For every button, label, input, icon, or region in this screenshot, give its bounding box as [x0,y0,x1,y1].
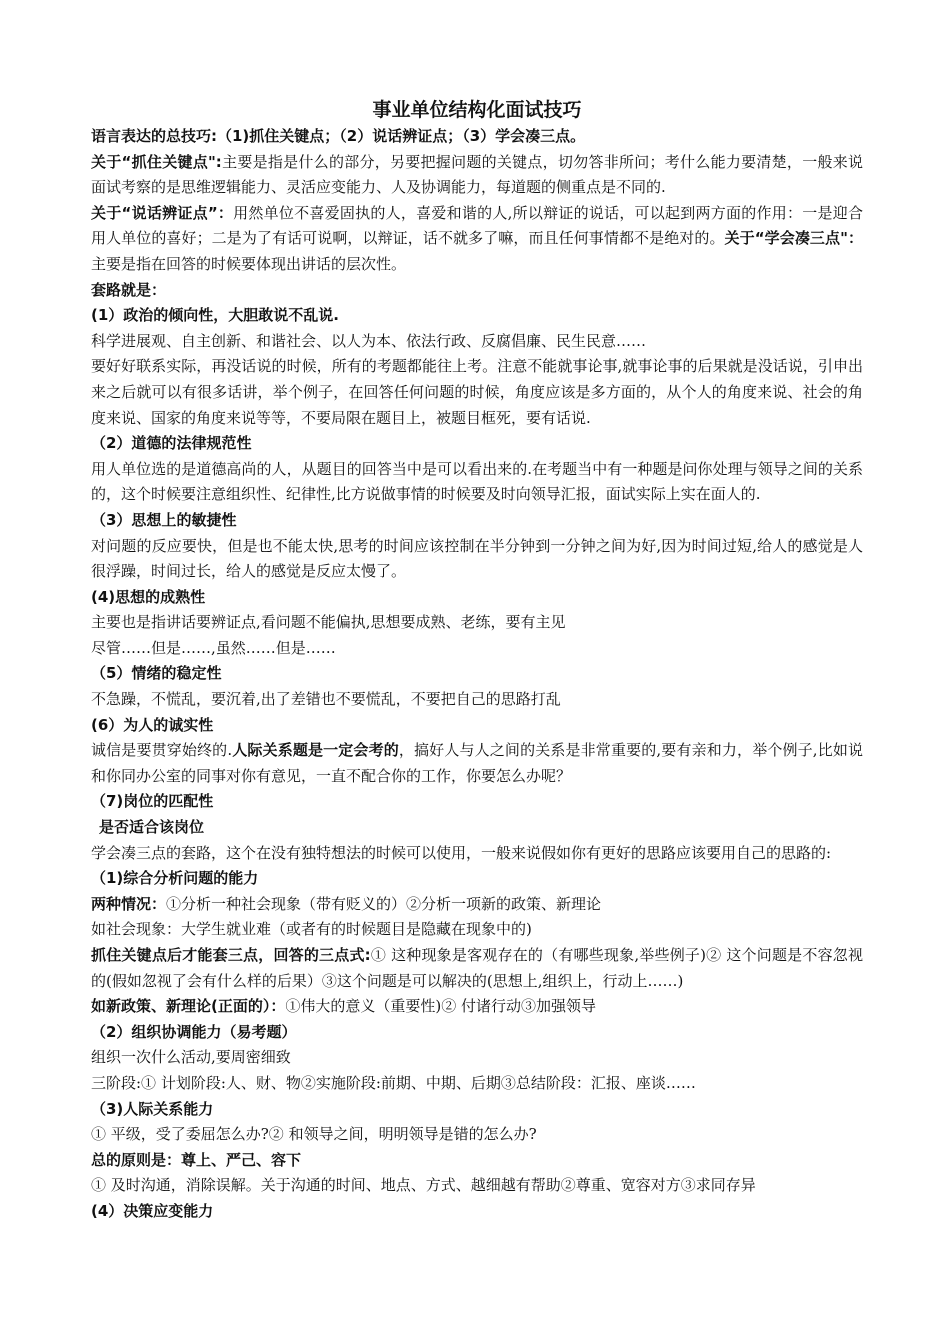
summary-line: 语言表达的总技巧:（1)抓住关键点；（2）说话辨证点；（3）学会凑三点。 [91,127,586,145]
label-two-cases: 两种情况： [91,894,167,913]
text-political: 要好好联系实际，再没话说的时候，所有的考题都能往上考。注意不能就事论事,就事论事的后果就是没话说，引申出来之后就可以有很多话讲，举个例子，在回答任何问题的时候，角度应该是多方面的，从个人的角度来说、社会的角度来说、国家的角度来说等等，不要局限在题目上，被题目框死，要有话说. [91,357,863,427]
heading-stability: （5）情绪的稳定性 [91,664,222,683]
label-new-policy: 如新政策、新理论(正面的）： [91,997,286,1016]
text-new-policy-detail: ①伟大的意义（重要性)② 付诸行动③加强领导 [285,997,596,1016]
text-maturity-pattern: 尽管……但是……,虽然……但是…… [91,638,336,657]
text-agility: 对问题的反应要快，但是也不能太快,思考的时间应该控制在半分钟到一分钟之间为好,因为时间过短,给人的感觉是人很浮躁，时间过长，给人的感觉是反应太慢了。 [91,536,863,581]
heading-relations: （3)人际关系能力 [91,1099,214,1118]
text-three-points: 主要是指在回答的时候要体现出讲话的层次性。 [91,254,407,273]
text-three-stages: 三阶段:① 计划阶段:人、财、物②实施阶段:前期、中期、后期③总结阶段：汇报、座谈…… [91,1073,696,1092]
heading-maturity: (4)思想的成熟性 [91,587,206,606]
routine-heading: 套路就是： [91,280,167,299]
text-relations-principle: 总的原则是：尊上、严己、容下 [91,1150,302,1169]
text-new-policy [91,994,863,1020]
text-key-points: 主要是指是什么的部分，另要把握问题的关键点，切勿答非所问；考什么能力要清楚，一般来说面试考察的是思维逻辑能力、灵活应变能力、人及协调能力，每道题的侧重点是不同的. [91,152,863,197]
text-stability: 不急躁，不慌乱，要沉着,出了差错也不要慌乱，不要把自己的思路打乱 [91,690,561,709]
text-coordination: 组织一次什么活动,要周密细致 [91,1048,291,1067]
text-maturity: 主要也是指讲话要辨证点,看问题不能偏执,思想要成熟、老练，要有主见 [91,613,566,632]
heading-agility: （3）思想上的敏捷性 [91,510,237,529]
text-three-point-detail: ① 这种现象是客观存在的（有哪些现象,举些例子)② 这个问题是不容忽视的(假如忽视了会有什么样的后果）③这个问题是可以解决的(思想上,组织上，行动上……) [91,946,863,990]
heading-coordination: （2）组织协调能力（易考题） [91,1022,297,1041]
text-dialectic: 用然单位不喜爱固执的人，喜爱和谐的人,所以辩证的说话，可以起到两方面的作用：一是迎合用人单位的喜好；二是为了有话可说啊，以辩证，话不就多了嘛，而且任何事情都不是绝对的。 [91,203,863,248]
heading-decision: (4）决策应变能力 [91,1201,214,1220]
text-social-phenomenon: 如社会现象：大学生就业难（或者有的时候题目是隐藏在现象中的) [91,920,532,939]
text-honesty [91,738,863,789]
text-analysis-cases [91,892,863,918]
heading-fit: （7)岗位的匹配性 [91,792,214,811]
document-body [91,96,863,1225]
paragraph-dialectic [91,201,863,278]
text-honesty-c: ，搞好人与人之间的关系是非常重要的,要有亲和力，举个例子,比如说和你同办公室的同事对你有意见，一直不配合你的工作，你要怎么办呢？ [91,741,863,785]
heading-moral: （2）道德的法律规范性 [91,434,252,453]
text-moral: 用人单位选的是道德高尚的人，从题目的回答当中是可以看出来的.在考题当中有一种题是问你处理与领导之间的关系的，这个时候要注意组织性、纪律性,比方说做事情的时候要及时向领导汇报，面试实际上实在面人的. [91,459,863,504]
text-relations-methods: ① 及时沟通，消除误解。关于沟通的时间、地点、方式、越细越有帮助②尊重、宽容对方③求同存异 [91,1176,756,1195]
label-three-points: 关于“学会凑三点"： [724,229,863,248]
heading-political: (1）政治的倾向性，大胆敢说不乱说. [91,306,339,325]
text-honesty-bold: 人际关系题是一定会考的 [232,741,399,760]
text-political-keywords: 科学进展观、自主创新、和谐社会、以人为本、依法行政、反腐倡廉、民生民意…… [91,331,647,350]
document-title: 事业单位结构化面试技巧 [372,99,582,121]
text-relations-cases: ① 平级，受了委屈怎么办?② 和领导之间，明明领导是错的怎么办? [91,1125,537,1144]
label-three-point-answer: 抓住关键点后才能套三点，回答的三点式: [91,946,371,964]
heading-analysis: （1)综合分析问题的能力 [91,869,259,888]
label-key-points: 关于“抓住关键点": [91,152,222,171]
paragraph-key-points [91,150,863,201]
subheading-fit: 是否适合该岗位 [99,818,205,837]
text-fit: 学会凑三点的套路，这个在没有独特想法的时候可以使用，一般来说假如你有更好的思路应该要用自己的思路的: [91,843,832,862]
text-honesty-a: 诚信是要贯穿始终的. [91,741,233,760]
heading-honesty: (6）为人的诚实性 [91,715,214,734]
text-three-point-answer [91,943,863,994]
text-two-cases: ①分析一种社会现象（带有贬义的）②分析一项新的政策、新理论 [166,894,602,913]
label-dialectic: 关于“说话辨证点”： [91,203,234,222]
